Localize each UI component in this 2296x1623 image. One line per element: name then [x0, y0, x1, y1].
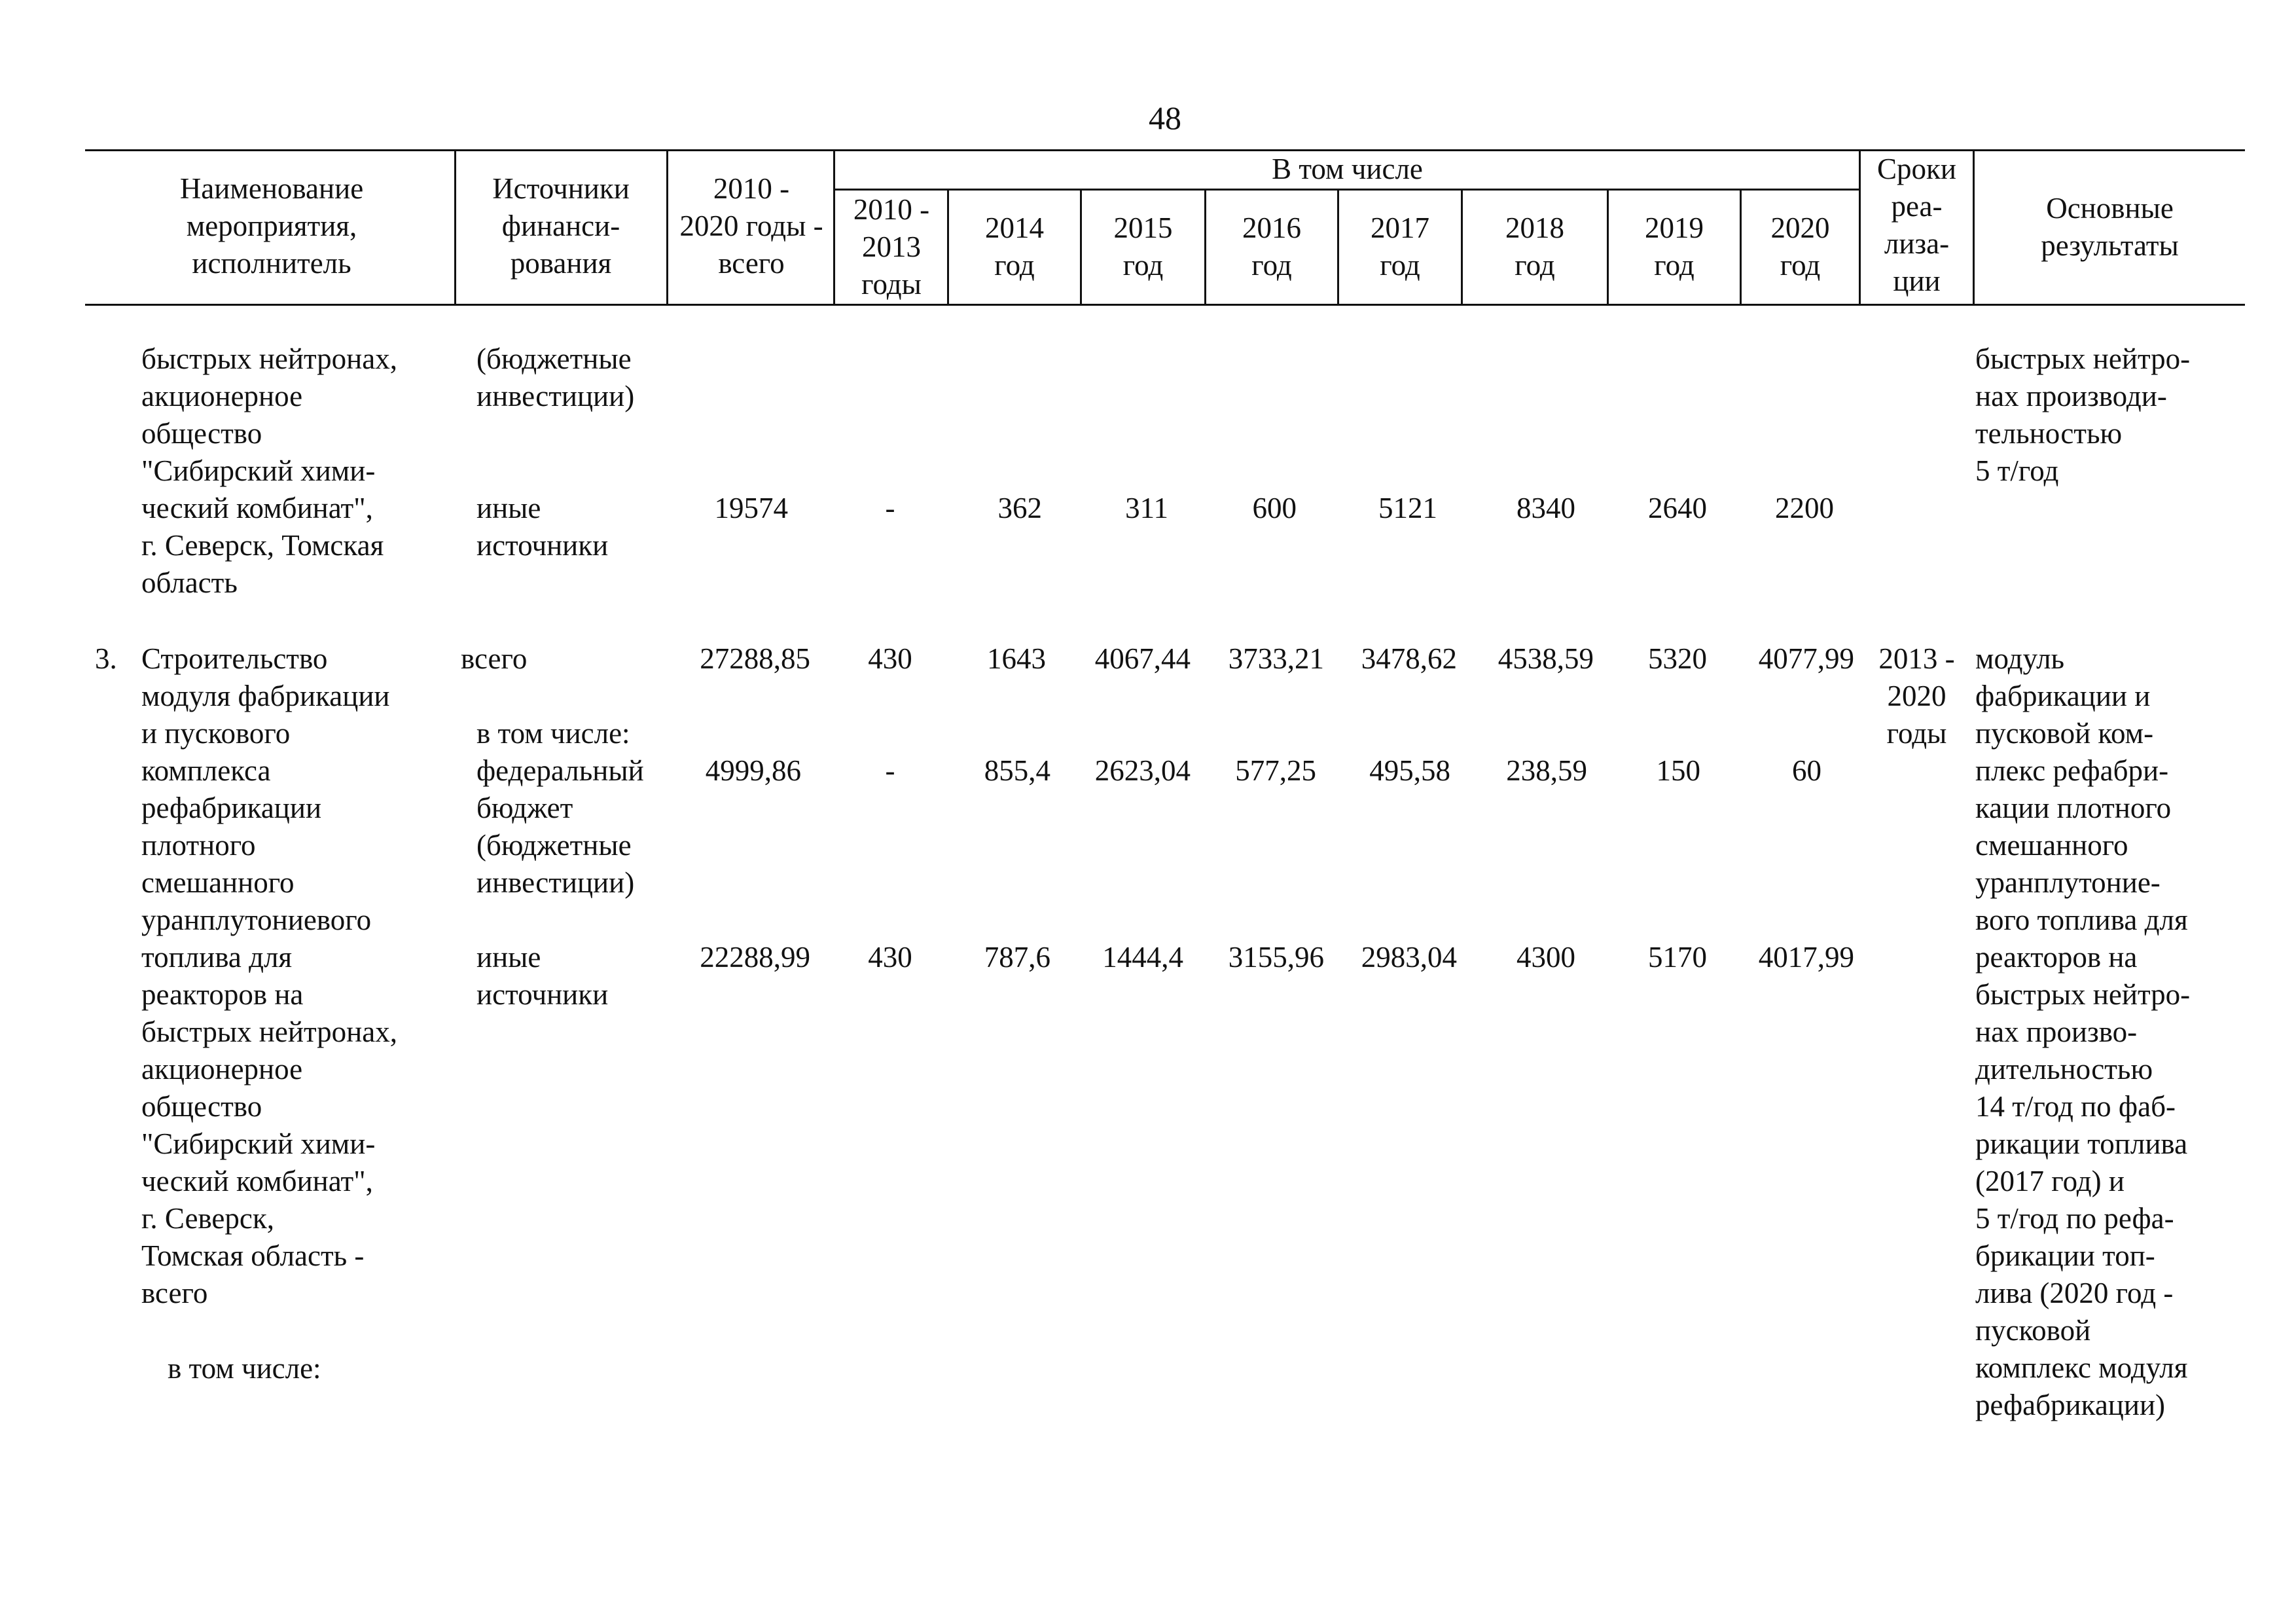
header-2018: 2018 год: [1505, 211, 1564, 282]
block2-other-2017: 2983,04: [1361, 941, 1457, 974]
header-2016: 2016 год: [1242, 211, 1301, 282]
block1-other-2016: 600: [1252, 492, 1297, 524]
header-name: Наименование мероприятия, исполнитель: [179, 172, 364, 280]
block1-other-2014: 362: [997, 492, 1042, 524]
block2-source-total: всего: [461, 642, 528, 675]
header-2017: 2017 год: [1371, 211, 1429, 282]
block2-other-2016: 3155,96: [1228, 941, 1324, 974]
header-2010-2013: 2010 - 2013 годы: [853, 193, 930, 301]
block2-source-other: иные источники: [476, 941, 609, 1011]
block2-total-2010-2013: 430: [868, 642, 912, 675]
block2-total-2018: 4538,59: [1498, 642, 1594, 675]
block1-result: быстрых нейтро- нах производи- тельностью 5 т/год: [1975, 342, 2191, 487]
block2-federal-2017: 495,58: [1369, 754, 1450, 787]
subheader-divider: [833, 189, 1861, 191]
block2-total-2015: 4067,44: [1094, 642, 1191, 675]
block1-name: быстрых нейтронах, акционерное общество "Сибирский хими- ческий комбинат", г. Северск, Томская область: [141, 342, 397, 599]
block2-source-federal: федеральный бюджет (бюджетные инвестиции): [476, 754, 644, 899]
block1-other-2020: 2200: [1775, 492, 1834, 524]
header-sources: Источники финанси- рования: [492, 172, 630, 280]
block2-federal-2010-2013: -: [885, 754, 895, 787]
block2-other-2020: 4017,99: [1758, 941, 1854, 974]
block2-federal-2014: 855,4: [984, 754, 1050, 787]
footer-including: в том числе:: [168, 1352, 321, 1385]
block2-federal-2018: 238,59: [1506, 754, 1587, 787]
block2-federal-total: 4999,86: [705, 754, 801, 787]
block2-other-2018: 4300: [1516, 941, 1575, 974]
block2-other-2019: 5170: [1648, 941, 1707, 974]
block2-result: модуль фабрикации и пусковой ком- плекс рефабри- кации плотного смешанного уранплутоние- вого топлива для реакторов на быстрых нейтро- нах произво- дительностью 14 т/год по фаб- рикации топлива (2017 год) и 5 т/год по рефа- брикации топ- лива (2020 год - пусковой комплекс модуля рефабрикации): [1975, 642, 2191, 1421]
header-including: В том числе: [1272, 153, 1423, 185]
block1-other-2015: 311: [1125, 492, 1168, 524]
block2-other-2015: 1444,4: [1102, 941, 1183, 974]
header-terms: Сроки реа- лиза- ции: [1877, 153, 1956, 297]
block2-total-2016: 3733,21: [1228, 642, 1324, 675]
col-divider: [454, 149, 456, 306]
block2-total-total: 27288,85: [700, 642, 810, 675]
block2-federal-2020: 60: [1792, 754, 1821, 787]
block2-number: 3.: [95, 642, 117, 675]
block2-other-total: 22288,99: [700, 941, 810, 974]
header-total: 2010 - 2020 годы - всего: [679, 172, 823, 280]
page-number: 48: [1149, 100, 1181, 136]
block2-federal-2019: 150: [1656, 754, 1700, 787]
block2-federal-2016: 577,25: [1235, 754, 1316, 787]
block1-other-total: 19574: [714, 492, 788, 524]
block2-total-2017: 3478,62: [1361, 642, 1457, 675]
header-2015: 2015 год: [1113, 211, 1173, 282]
block2-source-including: в том числе:: [476, 717, 630, 750]
block2-other-2010-2013: 430: [868, 941, 912, 974]
block2-name: Строительство модуля фабрикации и пускового комплекса рефабрикации плотного смешанного уранплутониевого топлива для реакторов на быстрых нейтронах, акционерное общество "Сибирский хими- ческий комбинат", г. Северск, Томская область - всего: [141, 642, 397, 1309]
block1-other-2017: 5121: [1378, 492, 1437, 524]
header-2019: 2019 год: [1645, 211, 1704, 282]
block1-other-2019: 2640: [1648, 492, 1707, 524]
header-results: Основные результаты: [2041, 192, 2179, 262]
block1-other-2018: 8340: [1516, 492, 1575, 524]
block2-terms: 2013 - 2020 годы: [1878, 642, 1955, 750]
block2-total-2019: 5320: [1648, 642, 1707, 675]
block1-source-other: иные источники: [476, 492, 609, 562]
block2-total-2020: 4077,99: [1758, 642, 1854, 675]
block1-other-2010-2013: -: [885, 492, 895, 524]
table-header-bottom-border: [85, 304, 2245, 306]
block2-federal-2015: 2623,04: [1094, 754, 1191, 787]
block2-total-2014: 1643: [987, 642, 1046, 675]
header-2014: 2014 год: [985, 211, 1044, 282]
block1-source-budget: (бюджетные инвестиции): [476, 342, 635, 412]
block2-other-2014: 787,6: [984, 941, 1050, 974]
header-2020: 2020 год: [1770, 211, 1830, 282]
